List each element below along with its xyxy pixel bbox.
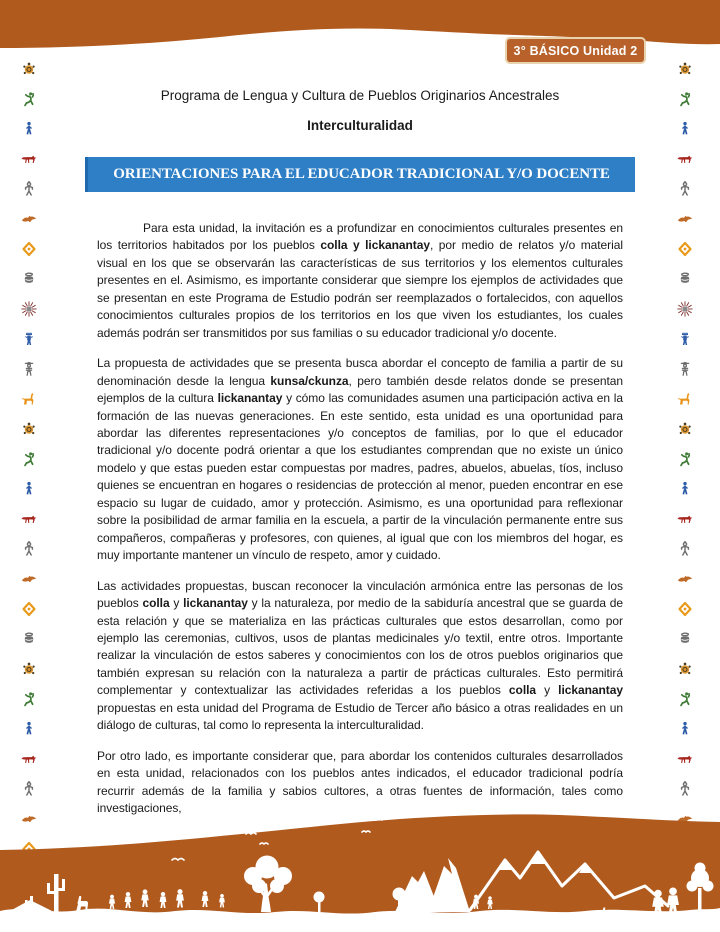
dancer-petroglyph-icon	[677, 451, 693, 467]
turtle-petroglyph-icon	[677, 661, 693, 677]
anthropomorph-petroglyph-icon	[21, 541, 37, 557]
body-text	[85, 220, 635, 818]
diamond-petroglyph-icon	[677, 601, 693, 617]
turtle-petroglyph-icon	[21, 661, 37, 677]
unit-badge-label: 3° BÁSICO Unidad 2	[513, 43, 638, 58]
body-paragraph: La propuesta de actividades que se presenta busca abordar el concepto de familia a partir de su denominación desde la lengua kunsa/ckunza, pero también desde relatos donde se presentan ejemplos de la cultura lickanantay y cómo las comunidades asumen una participación activa en la formación de las nuevas generaciones. En este sentido, esta unidad es una oportunidad para abordar las diferentes representaciones y/o conceptos de familias, por lo que el educador tradicional y/o docente podrá orientar a que los estudiantes comprendan que no existe un único modelo y que estas pueden estar compuestas por madres, padres, abuelos, abuelas, tíos, incluso quienes se encuentran en hogares o residencias de protección al menor, pueden encontrar en ese espacio su lugar de cuidado, amor y protección. Asimismo, es una oportunidad para reflexionar sobre la posibilidad de armar familia en la escuela, a partir de la vinculación permanente entre sus compañeros, compañeras y profesores, con quienes, al igual que con los miembros del hogar, es muy importante mantener un vínculo de respeto, amor y cuidado.	[97, 356, 623, 563]
vessel-petroglyph-icon	[21, 271, 37, 287]
llama-petroglyph-icon	[677, 391, 693, 407]
anthropomorph-petroglyph-icon	[677, 781, 693, 797]
person-petroglyph-icon	[21, 721, 37, 737]
condor-petroglyph-icon	[677, 211, 693, 227]
dancer-petroglyph-icon	[677, 91, 693, 107]
vessel-petroglyph-icon	[677, 271, 693, 287]
right-petroglyph-column	[677, 61, 693, 857]
turtle-petroglyph-icon	[21, 421, 37, 437]
person-petroglyph-icon	[21, 481, 37, 497]
diamond-petroglyph-icon	[21, 241, 37, 257]
program-title: Programa de Lengua y Cultura de Pueblos Originarios Ancestrales	[160, 88, 560, 103]
llama-petroglyph-icon	[21, 391, 37, 407]
body-paragraph: Para esta unidad, la invitación es a profundizar en conocimientos culturales presentes en los territorios habitados por los pueblos colla y lickanantay, por medio de relatos y/o material visual en los que se observarán las características de sus territorios y los elementos culturales presentes en el. Asimismo, es importante considerar que siempre los ejemplos de actividades que se presentan en este Programa de Estudio podrán ser reemplazados o fortalecidos, con aquellos conocimientos culturales propios de los territorios en los que viven los estudiantes, los cuales además podrán ser transmitidos por sus familias o su educador tradicional y/o docente.	[97, 221, 623, 340]
section-banner-label: ORIENTACIONES PARA EL EDUCADOR TRADICIONAL Y/O DOCENTE	[113, 166, 610, 182]
turtle-petroglyph-icon	[677, 61, 693, 77]
fox-petroglyph-icon	[677, 151, 693, 167]
anthropomorph-petroglyph-icon	[21, 181, 37, 197]
dancer-petroglyph-icon	[21, 451, 37, 467]
fox-petroglyph-icon	[677, 511, 693, 527]
left-petroglyph-column	[21, 61, 37, 857]
person-petroglyph-icon	[677, 121, 693, 137]
andean-landscape-silhouette-art	[0, 808, 720, 932]
section-banner	[85, 157, 635, 192]
person-petroglyph-icon	[677, 721, 693, 737]
anthropomorph-petroglyph-icon	[21, 781, 37, 797]
hat-figure-petroglyph-icon	[677, 361, 693, 377]
fox-petroglyph-icon	[677, 751, 693, 767]
vessel-petroglyph-icon	[677, 631, 693, 647]
turtle-petroglyph-icon	[21, 61, 37, 77]
sun-petroglyph-icon	[677, 301, 693, 317]
person-petroglyph-icon	[677, 481, 693, 497]
anthropomorph-petroglyph-icon	[677, 541, 693, 557]
hat-figure-petroglyph-icon	[21, 361, 37, 377]
unit-badge	[505, 37, 646, 64]
body-paragraph: Por otro lado, es importante considerar que, para abordar los contenidos culturales desarrollados en esta unidad, relacionados con los pueblos antes indicados, el educador tradicional podría recurrir además de la familia y sabios cultores, a otras fuentes de información, tales como investigaciones,	[97, 748, 623, 816]
dancer-petroglyph-icon	[677, 691, 693, 707]
fox-petroglyph-icon	[21, 151, 37, 167]
fox-petroglyph-icon	[21, 511, 37, 527]
dancer-petroglyph-icon	[21, 91, 37, 107]
person-petroglyph-icon	[21, 121, 37, 137]
body-paragraph: Las actividades propuestas, buscan reconocer la vinculación armónica entre las personas de los pueblos colla y lickanantay y la naturaleza, por medio de la sabiduría ancestral que se guarda de esta relación y que se materializa en las prácticas culturales que estos desarrollan, como por ejemplo las ceremonias, cultivos, usos de plantas medicinales y/o textil, entre otros. Importante realizar la vinculación de estos saberes y conocimientos con los de otros pueblos originarios que también expresan su relación con la naturaleza a partir de prácticas culturales. Esto permitirá complementar y contextualizar las actividades referidas a los pueblos colla y lickanantay propuestas en esta unidad del Programa de Estudio de Tercer año básico a otras realidades en un diálogo de culturas, tal como lo representa la interculturalidad.	[97, 578, 623, 733]
sun-petroglyph-icon	[21, 301, 37, 317]
diamond-petroglyph-icon	[677, 241, 693, 257]
condor-petroglyph-icon	[21, 571, 37, 587]
anthropomorph-petroglyph-icon	[677, 181, 693, 197]
main-content	[85, 86, 635, 831]
turtle-petroglyph-icon	[677, 421, 693, 437]
condor-petroglyph-icon	[21, 211, 37, 227]
vessel-petroglyph-icon	[21, 631, 37, 647]
fox-petroglyph-icon	[21, 751, 37, 767]
dancer-petroglyph-icon	[21, 691, 37, 707]
diamond-petroglyph-icon	[21, 601, 37, 617]
condor-petroglyph-icon	[677, 571, 693, 587]
crowned-figure-petroglyph-icon	[21, 331, 37, 347]
crowned-figure-petroglyph-icon	[677, 331, 693, 347]
program-subtitle: Interculturalidad	[307, 118, 413, 133]
